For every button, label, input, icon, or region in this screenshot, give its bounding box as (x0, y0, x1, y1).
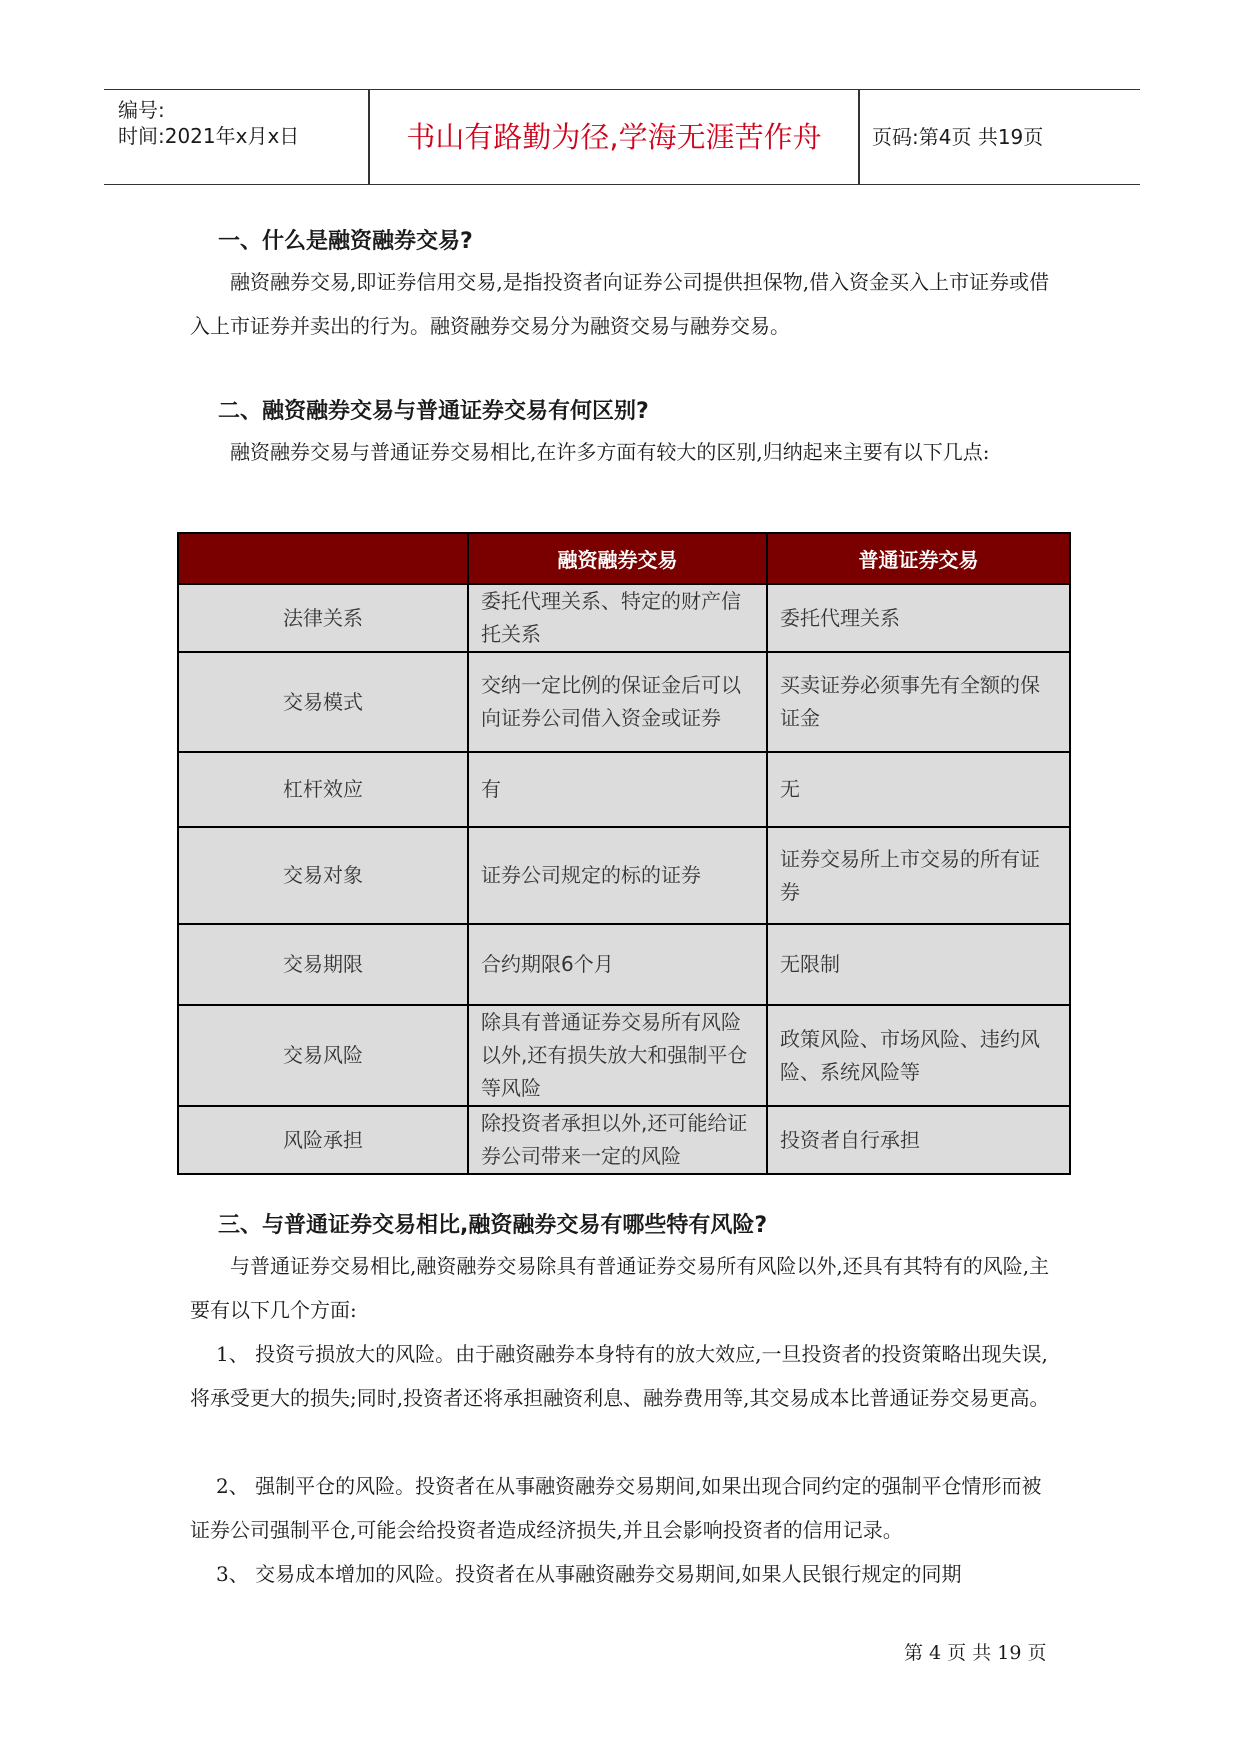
row-label: 杠杆效应 (178, 752, 468, 827)
table-row (178, 1005, 1070, 1106)
margin-cell: 有 (468, 752, 767, 827)
header-divider (858, 90, 860, 184)
table-row (178, 1106, 1070, 1174)
margin-cell: 交纳一定比例的保证金后可以向证券公司借入资金或证券 (468, 652, 767, 752)
section-2-paragraph: 融资融券交易与普通证券交易相比,在许多方面有较大的区别,归纳起来主要有以下几点: (230, 440, 990, 464)
margin-cell: 证券公司规定的标的证券 (468, 827, 767, 924)
normal-cell: 买卖证券必须事先有全额的保证金 (767, 652, 1070, 752)
number-label: 编号: (118, 98, 165, 122)
risk-item-1: 1、 投资亏损放大的风险。由于融资融券本身特有的放大效应,一旦投资者的投资策略出现失误,将承受更大的损失;同时,投资者还将承担融资利息、融券费用等,其交易成本比普通证券交易更高。 (190, 1342, 1050, 1410)
table-header-cell (178, 533, 468, 584)
row-label: 法律关系 (178, 584, 468, 652)
normal-cell: 委托代理关系 (767, 584, 1070, 652)
risk-item-3: 3、 交易成本增加的风险。投资者在从事融资融券交易期间,如果人民银行规定的同期 (216, 1562, 962, 1586)
margin-cell: 合约期限6个月 (468, 924, 767, 1005)
normal-cell: 政策风险、市场风险、违约风险、系统风险等 (767, 1005, 1070, 1106)
comparison-table (177, 532, 1071, 1175)
row-label: 交易风险 (178, 1005, 468, 1106)
table-row (178, 827, 1070, 924)
table-header-cell: 普通证券交易 (767, 533, 1070, 584)
margin-cell: 除具有普通证券交易所有风险以外,还有损失放大和强制平仓等风险 (468, 1005, 767, 1106)
table-header-row (178, 533, 1070, 584)
normal-cell: 无 (767, 752, 1070, 827)
table-row (178, 752, 1070, 827)
normal-cell: 无限制 (767, 924, 1070, 1005)
risk-item-2: 2、 强制平仓的风险。投资者在从事融资融券交易期间,如果出现合同约定的强制平仓情形而被证券公司强制平仓,可能会给投资者造成经济损失,并且会影响投资者的信用记录。 (190, 1474, 1042, 1542)
row-label: 交易对象 (178, 827, 468, 924)
section-3-paragraph: 与普通证券交易相比,融资融券交易除具有普通证券交易所有风险以外,还具有其特有的风险,主要有以下几个方面: (190, 1254, 1050, 1322)
row-label: 交易模式 (178, 652, 468, 752)
section-3-title: 三、与普通证券交易相比,融资融券交易有哪些特有风险? (218, 1213, 768, 1238)
section-2-title: 二、融资融券交易与普通证券交易有何区别? (218, 399, 649, 424)
table-header-cell: 融资融券交易 (468, 533, 767, 584)
section-1-paragraph: 融资融券交易,即证券信用交易,是指投资者向证券公司提供担保物,借入资金买入上市证券或借入上市证券并卖出的行为。融资融券交易分为融资交易与融券交易。 (190, 270, 1050, 338)
header-page-label: 页码:第4页 共19页 (872, 125, 1044, 149)
table-row (178, 584, 1070, 652)
table-row (178, 652, 1070, 752)
page-footer: 第 4 页 共 19 页 (904, 1642, 1047, 1664)
normal-cell: 证券交易所上市交易的所有证券 (767, 827, 1070, 924)
margin-cell: 除投资者承担以外,还可能给证券公司带来一定的风险 (468, 1106, 767, 1174)
header-meta (118, 90, 366, 184)
row-label: 交易期限 (178, 924, 468, 1005)
page-header (104, 89, 1140, 185)
table-row (178, 924, 1070, 1005)
row-label: 风险承担 (178, 1106, 468, 1174)
header-motto: 书山有路勤为径,学海无涯苦作舟 (406, 120, 822, 154)
normal-cell: 投资者自行承担 (767, 1106, 1070, 1174)
margin-cell: 委托代理关系、特定的财产信托关系 (468, 584, 767, 652)
section-1-title: 一、什么是融资融券交易? (218, 229, 473, 254)
date-label: 时间:2021年x月x日 (118, 124, 300, 148)
